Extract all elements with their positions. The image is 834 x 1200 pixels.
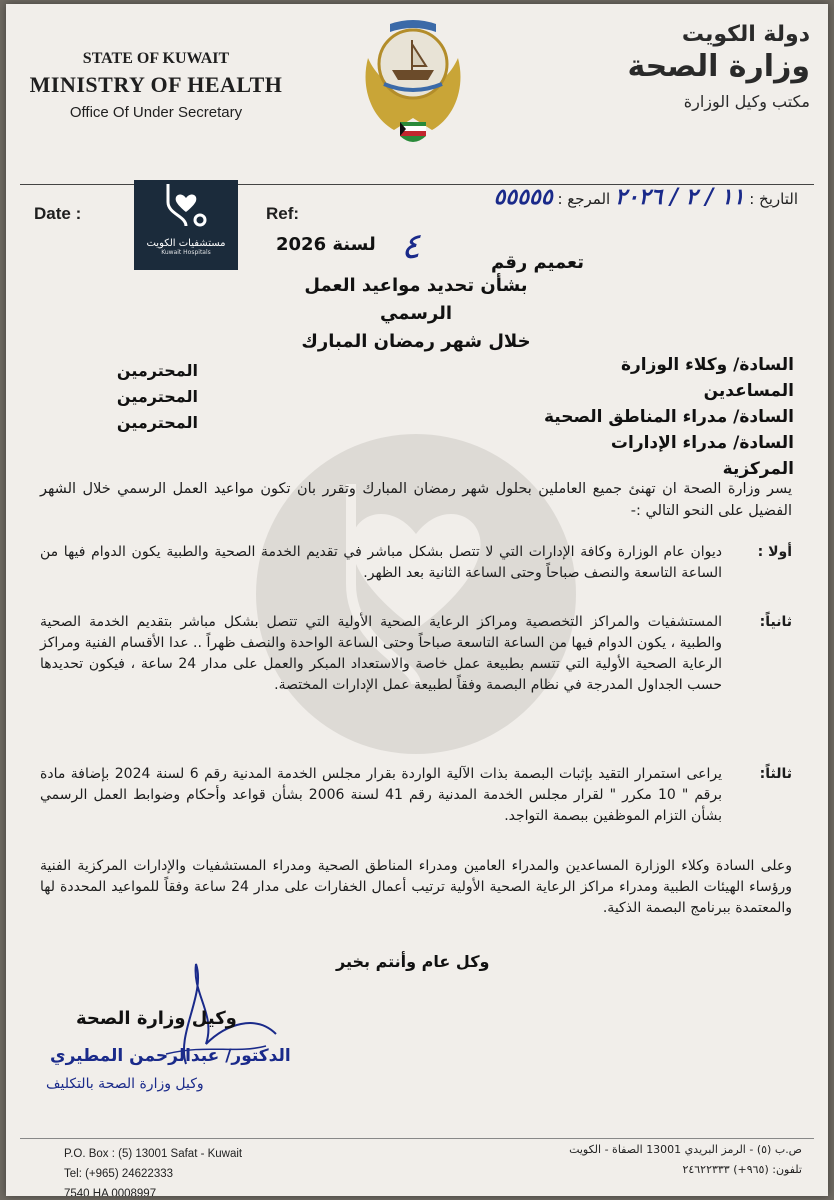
- footer-pobox-en: P.O. Box : (5) 13001 Safat - Kuwait: [64, 1148, 243, 1160]
- ref-label: Ref:: [266, 204, 300, 223]
- addressee-2: السادة/ مدراء المناطق الصحية: [544, 407, 794, 427]
- subject-line-2: خلال شهر رمضان المبارك: [301, 331, 531, 352]
- kuwait-hospitals-logo: [134, 180, 238, 270]
- signatory-title: وكيل وزارة الصحة: [76, 1008, 237, 1029]
- logo-text-ar: مستشفيات الكويت: [146, 238, 226, 249]
- arabic-letterhead: [570, 22, 810, 111]
- footer-pobox-ar: ص.ب (٥) - الرمز البريدي 13001 الصفاة - الكويت: [569, 1143, 802, 1156]
- honorific-2: المحترمين: [116, 387, 198, 406]
- honorific-3: المحترمين: [116, 413, 198, 432]
- footer-tel-en: Tel: (+965) 24622333: [64, 1168, 174, 1180]
- english-letterhead: [6, 50, 306, 121]
- intro-paragraph: يسر وزارة الصحة ان تهنئ جميع العاملين بحلول شهر رمضان المبارك وتقرر بان تكون مواعيد العمل الرسمي خلال الشهر الفضيل على النحو التالي :-: [40, 481, 792, 519]
- stethoscope-heart-icon: [156, 180, 216, 232]
- item-third: [40, 764, 792, 827]
- item-second-key: ثانياً:: [759, 614, 792, 630]
- office-name-en: Office Of Under Secretary: [69, 104, 243, 121]
- closing-greeting: وكل عام وأنتم بخير: [336, 952, 490, 971]
- document-page: [6, 4, 828, 1196]
- circular-year: لسنة 2026: [276, 234, 376, 255]
- date-label: Date :: [34, 204, 82, 223]
- circular-subject: [266, 272, 566, 356]
- kuwait-emblem-icon: [354, 18, 472, 152]
- item-third-key: ثالثاً:: [759, 766, 792, 782]
- state-name-ar: دولة الكويت: [681, 22, 810, 47]
- item-first: [40, 542, 792, 584]
- circular-number: ٤: [401, 226, 421, 267]
- subject-line-1: بشأن تحديد مواعيد العمل الرسمي: [304, 275, 528, 324]
- ar-ref-label: المرجع :: [557, 190, 611, 208]
- ar-date-value: ١١ / ٢ / ٢٠٢٦: [615, 184, 745, 210]
- item-first-text: ديوان عام الوزارة وكافة الإدارات التي لا تتصل بشكل مباشر في تقديم الخدمة الصحية والطبية يكون الدوام فيها من الساعة التاسعة والنصف صباحاً وحتى الساعة الثانية بعد الظهر.: [40, 544, 722, 581]
- ministry-name-en: MINISTRY OF HEALTH: [29, 72, 283, 97]
- office-name-ar: مكتب وكيل الوزارة: [683, 92, 810, 111]
- signatory-role: وكيل وزارة الصحة بالتكليف: [46, 1076, 204, 1092]
- arabic-date-ref: [494, 184, 798, 210]
- circular-word: تعميم رقم: [491, 252, 584, 273]
- state-name-en: STATE OF KUWAIT: [82, 50, 230, 67]
- signatory-name: الدكتور/ عبدالرحمن المطيري: [50, 1046, 291, 1066]
- footer-code: 7540 HA 0008997: [64, 1188, 157, 1196]
- addressee-list: [534, 352, 794, 482]
- ministry-name-ar: وزارة الصحة: [627, 49, 810, 84]
- logo-text-en: Kuwait Hospitals: [161, 249, 211, 256]
- item-second: [40, 612, 792, 696]
- ar-date-label: التاريخ :: [749, 190, 798, 208]
- item-first-key: أولا :: [757, 544, 792, 560]
- footer-english: [64, 1144, 242, 1196]
- footer-divider: [20, 1138, 814, 1139]
- honorific-list: [108, 358, 198, 436]
- directive-paragraph: وعلى السادة وكلاء الوزارة المساعدين والمدراء العامين ومدراء المناطق الصحية ومدراء المستشفيات والإدارات المركزية الفنية ورؤساء الهيئات الطبية ومدراء مراكز الرعاية الصحية الأولية ترتيب أعمال الخفارات على مدار 24 ساعة وفقاً للمواعيد المحددة لها والمعتمدة ببرنامج البصمة الذكية.: [40, 858, 793, 916]
- item-third-text: يراعى استمرار التقيد بإثبات البصمة بذات الآلية الواردة بقرار مجلس الخدمة المدنية رقم 6 لسنة 2024 بإضافة مادة برقم " 10 مكرر " لقرار مجلس الخدمة المدنية رقم 41 لسنة 2006 بشأن قواعد وأحكام وضوابط العمل الرسمي بشأن التزام الموظفين ببصمة التواجد.: [40, 766, 722, 824]
- footer-arabic: [569, 1140, 802, 1180]
- item-second-text: المستشفيات والمراكز التخصصية ومراكز الرعاية الصحية الأولية التي تتصل بشكل مباشر بتقديم الخدمة الصحية والطبية ، يكون الدوام فيها من الساعة التاسعة صباحاً وحتى الساعة الواحدة والنصف ظهراً .. عدا الأقسام الفنية ومراكز الرعاية الصحية الأولية التي تتسم بطبيعة عمل خاصة والاستعداد المبكر والعمل على مدار 24 ساعة ، فيكون تحديدها حسب الجداول المدرجة في نظام البصمة وفقاً لطبيعة عمل الإدارات المختصة.: [40, 614, 722, 693]
- footer-tel-ar: تلفون: (٩٦٥+) ٢٤٦٢٢٣٣٣: [682, 1163, 802, 1176]
- addressee-1: السادة/ وكلاء الوزارة المساعدين: [620, 355, 794, 401]
- ar-ref-value: ٥٥٥٥٥: [493, 184, 553, 210]
- addressee-3: السادة/ مدراء الإدارات المركزية: [610, 433, 794, 479]
- honorific-1: المحترمين: [116, 361, 198, 380]
